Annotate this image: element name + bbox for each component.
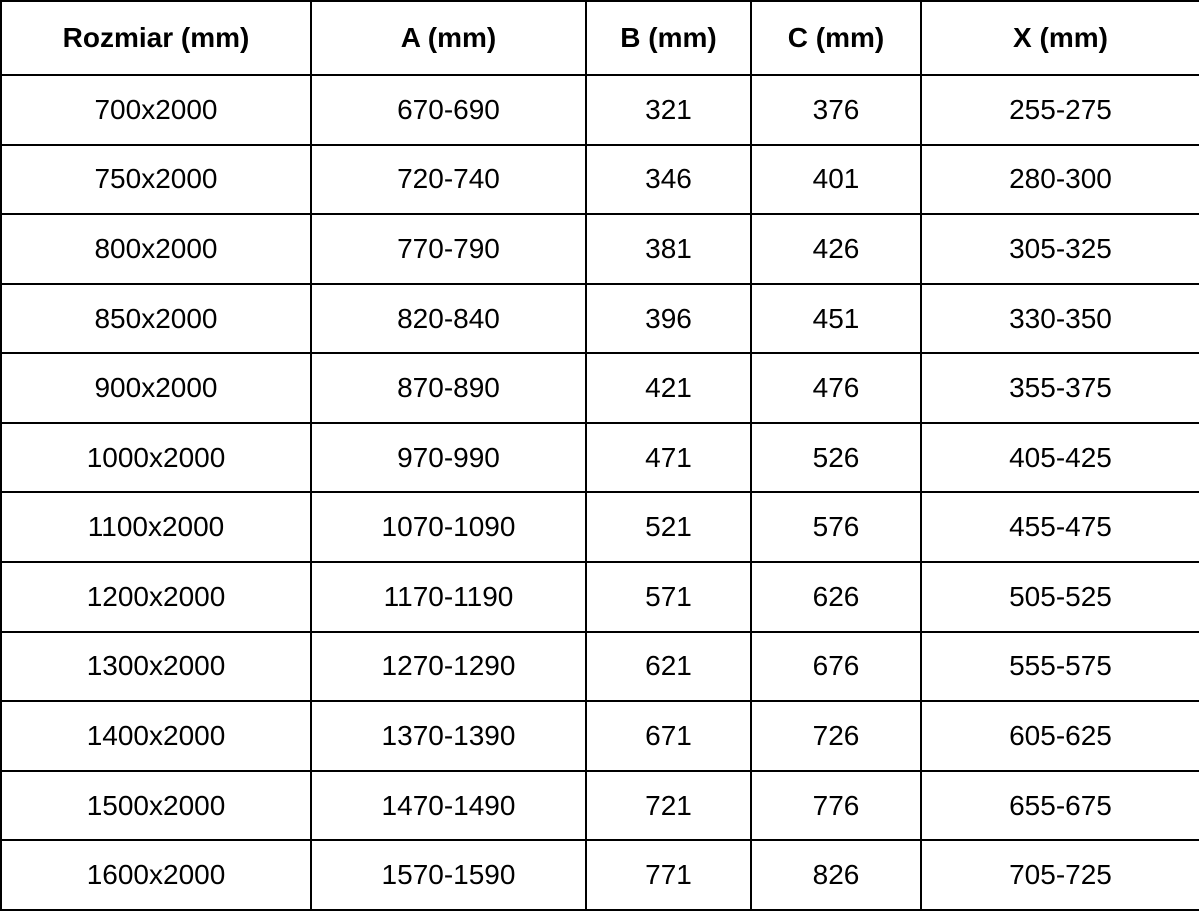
table-row — [1, 701, 1199, 771]
table-cell: 655-675 — [921, 771, 1199, 841]
table-cell: 670-690 — [311, 75, 586, 145]
table-cell: 970-990 — [311, 423, 586, 493]
table-cell: 870-890 — [311, 353, 586, 423]
table-row — [1, 145, 1199, 215]
table-row — [1, 840, 1199, 910]
table-cell: 401 — [751, 145, 921, 215]
table-row — [1, 632, 1199, 702]
table-cell: 1600x2000 — [1, 840, 311, 910]
table-cell: 621 — [586, 632, 751, 702]
table-cell: 626 — [751, 562, 921, 632]
table-cell: 576 — [751, 492, 921, 562]
table-row — [1, 75, 1199, 145]
table-cell: 421 — [586, 353, 751, 423]
table-cell: 426 — [751, 214, 921, 284]
table-cell: 555-575 — [921, 632, 1199, 702]
column-header-b: B (mm) — [586, 1, 751, 75]
table-cell: 521 — [586, 492, 751, 562]
table-cell: 321 — [586, 75, 751, 145]
table-cell: 346 — [586, 145, 751, 215]
table-cell: 721 — [586, 771, 751, 841]
table-cell: 720-740 — [311, 145, 586, 215]
table-row — [1, 562, 1199, 632]
table-cell: 476 — [751, 353, 921, 423]
table-cell: 705-725 — [921, 840, 1199, 910]
table-cell: 1470-1490 — [311, 771, 586, 841]
table-cell: 1100x2000 — [1, 492, 311, 562]
table-cell: 526 — [751, 423, 921, 493]
table-cell: 455-475 — [921, 492, 1199, 562]
table-header — [1, 1, 1199, 75]
table-cell: 376 — [751, 75, 921, 145]
table-cell: 750x2000 — [1, 145, 311, 215]
table-cell: 1500x2000 — [1, 771, 311, 841]
column-header-rozmiar: Rozmiar (mm) — [1, 1, 311, 75]
table-row — [1, 771, 1199, 841]
table-cell: 355-375 — [921, 353, 1199, 423]
table-cell: 280-300 — [921, 145, 1199, 215]
table-cell: 726 — [751, 701, 921, 771]
table-cell: 1270-1290 — [311, 632, 586, 702]
table-cell: 471 — [586, 423, 751, 493]
table-cell: 305-325 — [921, 214, 1199, 284]
table-row — [1, 353, 1199, 423]
table-cell: 1000x2000 — [1, 423, 311, 493]
table-cell: 850x2000 — [1, 284, 311, 354]
table-cell: 1300x2000 — [1, 632, 311, 702]
table-cell: 820-840 — [311, 284, 586, 354]
table-cell: 1400x2000 — [1, 701, 311, 771]
table-cell: 800x2000 — [1, 214, 311, 284]
table-cell: 1370-1390 — [311, 701, 586, 771]
table-cell: 826 — [751, 840, 921, 910]
table-cell: 1070-1090 — [311, 492, 586, 562]
table-cell: 330-350 — [921, 284, 1199, 354]
table-cell: 505-525 — [921, 562, 1199, 632]
table-cell: 770-790 — [311, 214, 586, 284]
table-cell: 396 — [586, 284, 751, 354]
table-cell: 676 — [751, 632, 921, 702]
table-cell: 776 — [751, 771, 921, 841]
table-cell: 1570-1590 — [311, 840, 586, 910]
table-cell: 771 — [586, 840, 751, 910]
table-cell: 381 — [586, 214, 751, 284]
table-cell: 571 — [586, 562, 751, 632]
table-row — [1, 214, 1199, 284]
table-cell: 451 — [751, 284, 921, 354]
table-cell: 1200x2000 — [1, 562, 311, 632]
table-cell: 405-425 — [921, 423, 1199, 493]
table-cell: 671 — [586, 701, 751, 771]
column-header-a: A (mm) — [311, 1, 586, 75]
table-cell: 900x2000 — [1, 353, 311, 423]
column-header-x: X (mm) — [921, 1, 1199, 75]
table-row — [1, 284, 1199, 354]
header-row — [1, 1, 1199, 75]
table-cell: 605-625 — [921, 701, 1199, 771]
table-cell: 1170-1190 — [311, 562, 586, 632]
table-row — [1, 423, 1199, 493]
table-body — [1, 75, 1199, 910]
table-row — [1, 492, 1199, 562]
table-cell: 700x2000 — [1, 75, 311, 145]
column-header-c: C (mm) — [751, 1, 921, 75]
table-cell: 255-275 — [921, 75, 1199, 145]
